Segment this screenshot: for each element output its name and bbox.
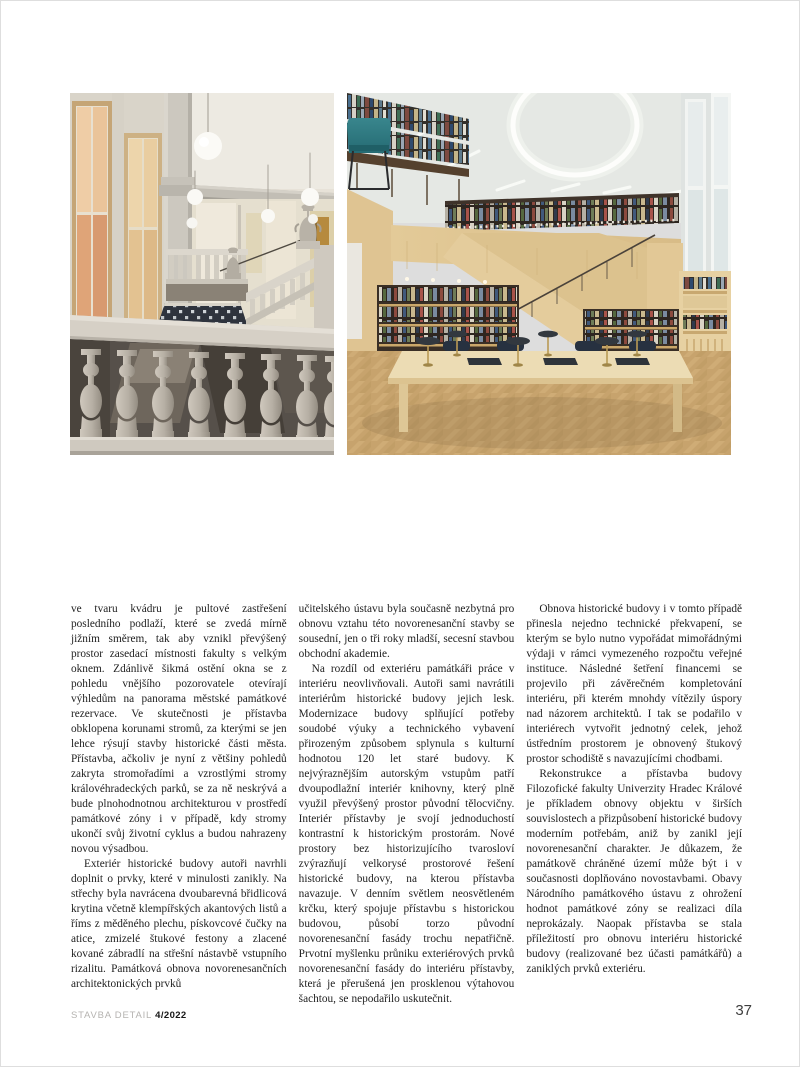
photo-staircase-hall <box>70 93 334 455</box>
article-column-3 <box>526 602 742 1006</box>
footer <box>71 1010 187 1021</box>
article-column-2 <box>299 602 515 1006</box>
table-mats <box>467 358 650 365</box>
paragraph: učitelského ústavu byla současně nezbytná pro obnovu vztahu této novorenesanční stavby se sousední, jen o tři roky mladší, secesní stavbou obchodní akademie. <box>298 603 515 660</box>
balustrade-base <box>70 437 334 455</box>
paragraph: Exteriér historické budovy autoři navrhli doplnit o prvky, které v minulosti zanikly. Na střechy byla navrácena dvoubarevná břidlicová krytina včetně klempířských akantových listů a říms z měděného plechu, pískovcové čučky na atice, zmizelé štukové festony a zlacené kované zábradlí na střešní nástavbě vstupního rizalitu. Památková obnova novorenesančních architektonických prvků <box>71 858 287 990</box>
library-illustration <box>347 93 731 455</box>
page-number: 37 <box>735 1002 752 1019</box>
paragraph: Obnova historické budovy i v tomto případě přinesla nejedno technické překvapení, se kterým se bylo nutno vypořádat mimořádnými výdaji v rámci vymezeného rozpočtu veřejné instituce. Následné šetření financemi se projevilo při závěrečném kompletování interiéru, při kterém mnohdy vítězily úspory nad názorem architektů. I tak se podařilo v interiérech vytvořit jednotný celek, jehož ústředním prostorem je obnovený štukový prostor schodiště s navazujícími chodbami. <box>526 603 743 765</box>
article-body <box>71 602 742 1006</box>
article-column-1 <box>71 602 287 1006</box>
paragraph: Na rozdíl od exteriéru památkáři práce v interiéru neovlivňovali. Autoři sami navrátili interiérům historické budovy jejich lesk. Modernizace budovy splňující potřeby soudobé výuky a technického vybavení přirozeným způsobem splynula s kulturní hodnotou 120 let staré budovy. K nejvýraznějším autorským vstupům patří dvoupodlažní interiér knihovny, který plně využil převýšený prostor původní tělocvičny. Interiér přístavby je svojí jednoduchostí kontrastní k historickým prostorám. Nové prostory bez historizujícího tvarosloví zvýrazňují velkorysé prostorové řešení historické budovy, na kterou přístavba navazuje. V denním světlem neosvětleném krčku, který spojuje přístavbu s historickou budovou, působí torzo původní novorenesanční fasády trochu nepatřičně. Prvotní myšlenku průniku exteriérových prvků novorenesanční fasády do interiéru přístavby, která je přerušená jen prosklenou výtahovou šachtou, se nepodařilo uskutečnit. <box>298 663 515 1005</box>
photo-row <box>70 93 731 455</box>
staircase-hall-illustration <box>70 93 334 455</box>
paragraph: ve tvaru kvádru je pultové zastřešení posledního podlaží, které se zvedá mírně jižním směrem, tak aby vznikl převýšený prostor zasedací místnosti fakulty s velkým oknem. Zdánlivě šikmá ostění okna se z pohledu vnějšího pozorovatele otevírají výhledům na panorama městské památkové rezervace. Ve skutečnosti je přístavba obklopena korunami stromů, za kterými se jen lehce rýsují stavby historické části města. Přístavba, ačkoliv je nyní z většiny pohledů zakryta stromořadími a vzrostlými stromy královéhradeckých parků, se za ně neskrývá a bude plnohodnotnou architekturou v prostředí památkové zóny i v případě, kdy stromy ukončí svůj životní cyklus a budou nahrazeny novou výsadbou. <box>71 603 287 855</box>
photo-library-reading-room <box>347 93 731 455</box>
door-left <box>347 243 362 339</box>
issue-number: 4/2022 <box>155 1010 187 1021</box>
paragraph: Rekonstrukce a přístavba budovy Filozofické fakulty Univerzity Hradec Králové je příkladem obnovy objektu v širších souvislostech a přizpůsobení historické budovy moderním potřebám, aniž by zanikl její novorenesanční charakter. Je důkazem, že památkově chráněné území může být i v současnosti doplňováno novostavbami. Obavy Národního památkového ústavu z ohrožení hodnot památkové zóny se realizaci díla neprokázaly. Naopak přístavba se stala příležitostí pro obnovu interiéru historické budovy (realizované bez účasti památkářů) a zaniklých prvků exteriéru. <box>526 768 743 975</box>
magazine-title: STAVBA DETAIL <box>71 1010 153 1021</box>
